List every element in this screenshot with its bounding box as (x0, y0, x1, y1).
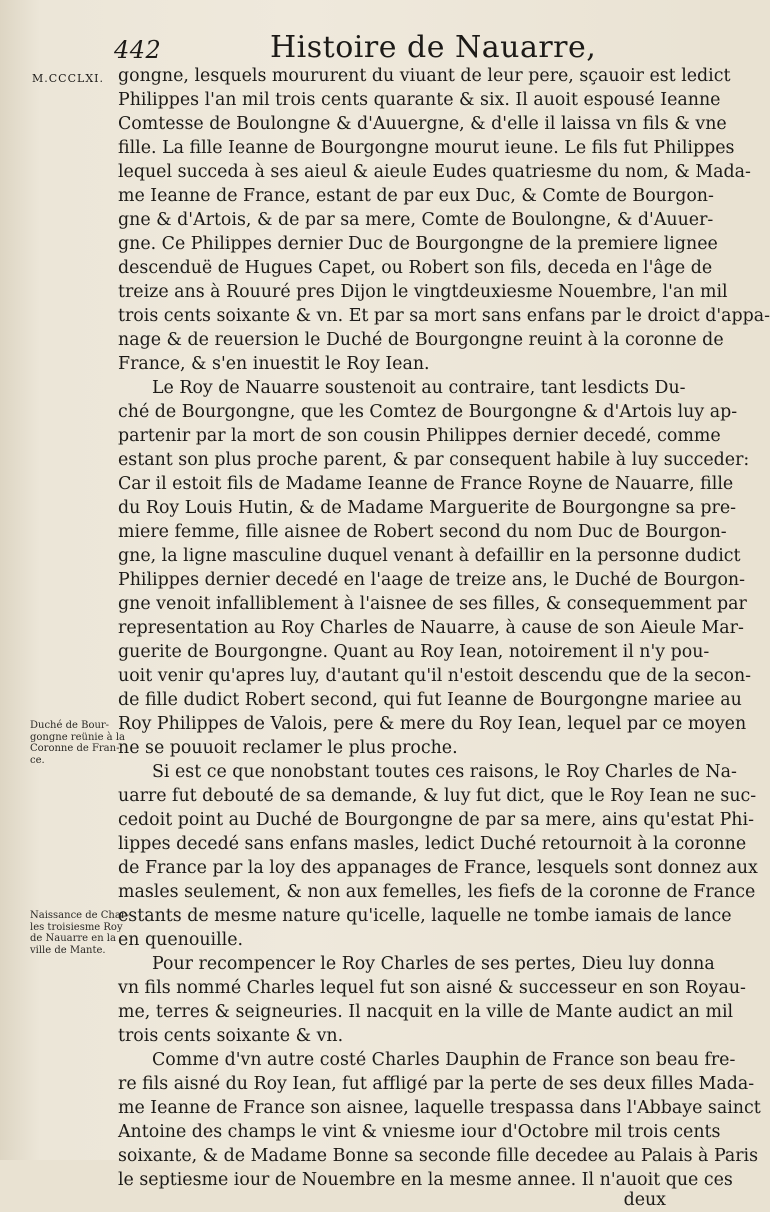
text-line: Roy Philippes de Valois, pere & mere du Roy Iean, lequel par ce moyen (118, 714, 747, 734)
text-line: France, & s'en inuestit le Roy Iean. (118, 354, 430, 374)
text-line: guerite de Bourgongne. Quant au Roy Iean, notoirement il n'y pou- (118, 642, 710, 662)
margin-note-line: gongne reünie à la (30, 731, 125, 743)
text-line: lippes decedé sans enfans masles, ledict Duché retournoit à la coronne (118, 834, 747, 854)
text-line: Philippes l'an mil trois cents quarante & six. Il auoit espousé Ieanne (118, 90, 721, 110)
margin-note-line: Naissance de Char- (30, 910, 129, 921)
text-line: Antoine des champs le vint & vniesme iour d'Octobre mil trois cents (118, 1122, 721, 1142)
text-line: uarre fut debouté de sa demande, & luy fut dict, que le Roy Iean ne suc- (118, 786, 757, 806)
text-line: en quenouille. (118, 930, 244, 950)
text-line: Comtesse de Boulongne & d'Auuergne, & d'elle il laissa vn fils & vne (118, 114, 727, 134)
text-line: me, terres & seigneuries. Il nacquit en la ville de Mante audict an mil (118, 1002, 734, 1022)
text-line: du Roy Louis Hutin, & de Madame Marguerite de Bourgongne sa pre- (118, 498, 737, 518)
text-line: gne. Ce Philippes dernier Duc de Bourgongne de la premiere lignee (118, 234, 718, 254)
margin-note-line: les troisiesme Roy (30, 921, 123, 933)
text-line: Pour recompencer le Roy Charles de ses pertes, Dieu luy donna (152, 954, 715, 974)
text-line: estant son plus proche parent, & par consequent habile à luy succeder: (118, 450, 750, 470)
text-line: cedoit point au Duché de Bourgongne de par sa mere, ains qu'estat Phi- (118, 810, 754, 830)
text-line: re fils aisné du Roy Iean, fut affligé par la perte de ses deux filles Mada- (118, 1074, 755, 1094)
text-line: Philippes dernier decedé en l'aage de treize ans, le Duché de Bourgon- (118, 570, 746, 590)
text-line: representation au Roy Charles de Nauarre, à cause de son Aieule Mar- (118, 618, 744, 638)
text-line: descenduë de Hugues Capet, ou Robert son fils, deceda en l'âge de (118, 258, 713, 278)
page-header (0, 16, 700, 65)
text-line: de fille dudict Robert second, qui fut Ieanne de Bourgongne mariee au (118, 690, 742, 710)
text-line: gongne, lesquels moururent du viuant de leur pere, sçauoir est ledict (118, 66, 731, 86)
margin-note-line: Coronne de Fran- (30, 743, 120, 754)
text-line: gne & d'Artois, & de par sa mere, Comte de Boulongne, & d'Auuer- (118, 210, 714, 230)
text-line: miere femme, fille aisnee de Robert second du nom Duc de Bourgon- (118, 522, 727, 542)
margin-note-line: Duché de Bour- (30, 720, 110, 731)
text-line: lequel succeda à ses aieul & aieule Eudes quatriesme du nom, & Mada- (118, 162, 751, 182)
text-line: uoit venir qu'apres luy, d'autant qu'il n'estoit descendu que de la secon- (118, 666, 752, 686)
margin-note-naissance (30, 910, 129, 956)
text-line: de France par la loy des appanages de France, lesquels sont donnez aux (118, 858, 758, 878)
margin-note-line: ville de Mante. (30, 944, 106, 956)
text-line: Car il estoit fils de Madame Ieanne de France Royne de Nauarre, fille (118, 474, 734, 494)
text-line: me Ieanne de France son aisnee, laquelle trespassa dans l'Abbaye sainct (118, 1098, 761, 1118)
margin-note-line: de Nauarre en la (30, 933, 116, 944)
margin-note-line: ce. (30, 754, 45, 766)
text-line: vn fils nommé Charles lequel fut son aisné & successeur en son Royau- (118, 978, 746, 998)
text-line: le septiesme iour de Nouembre en la mesme annee. Il n'auoit que ces (118, 1170, 733, 1190)
text-line: trois cents soixante & vn. Et par sa mort sans enfans par le droict d'appa- (118, 306, 770, 326)
text-line: estants de mesme nature qu'icelle, laquelle ne tombe iamais de lance (118, 906, 732, 926)
text-line: trois cents soixante & vn. (118, 1026, 344, 1046)
text-line: ne se pouuoit reclamer le plus proche. (118, 738, 458, 758)
text-line: Si est ce que nonobstant toutes ces raisons, le Roy Charles de Na- (152, 762, 737, 782)
text-line: masles seulement, & non aux femelles, les fiefs de la coronne de France (118, 882, 756, 902)
text-line: treize ans à Rouuré pres Dijon le vingtdeuxiesme Nouembre, l'an mil (118, 282, 728, 302)
text-line: gne, la ligne masculine duquel venant à defaillir en la personne dudict (118, 546, 741, 566)
page-number: 442 (114, 36, 162, 64)
running-title: Histoire de Nauarre, (270, 30, 597, 65)
text-line: Comme d'vn autre costé Charles Dauphin de France son beau fre- (152, 1050, 736, 1070)
text-line: soixante, & de Madame Bonne sa seconde fille decedee au Palais à Paris (118, 1146, 759, 1166)
text-line: me Ieanne de France, estant de par eux Duc, & Comte de Bourgon- (118, 186, 714, 206)
text-line: ché de Bourgongne, que les Comtez de Bourgongne & d'Artois luy ap- (118, 402, 738, 422)
year-marker: M.CCCLXI. (32, 72, 104, 85)
margin-note-duche (30, 720, 125, 766)
text-line: partenir par la mort de son cousin Philippes dernier decedé, comme (118, 426, 721, 446)
text-line: Le Roy de Nauarre soustenoit au contraire, tant lesdicts Du- (152, 378, 686, 398)
catchword: deux (623, 1190, 666, 1210)
text-line: gne venoit infalliblement à l'aisnee de ses filles, & consequemment par (118, 594, 747, 614)
text-line: nage & de reuersion le Duché de Bourgongne reuint à la coronne de (118, 330, 724, 350)
text-line: fille. La fille Ieanne de Bourgongne mourut ieune. Le fils fut Philippes (118, 138, 735, 158)
